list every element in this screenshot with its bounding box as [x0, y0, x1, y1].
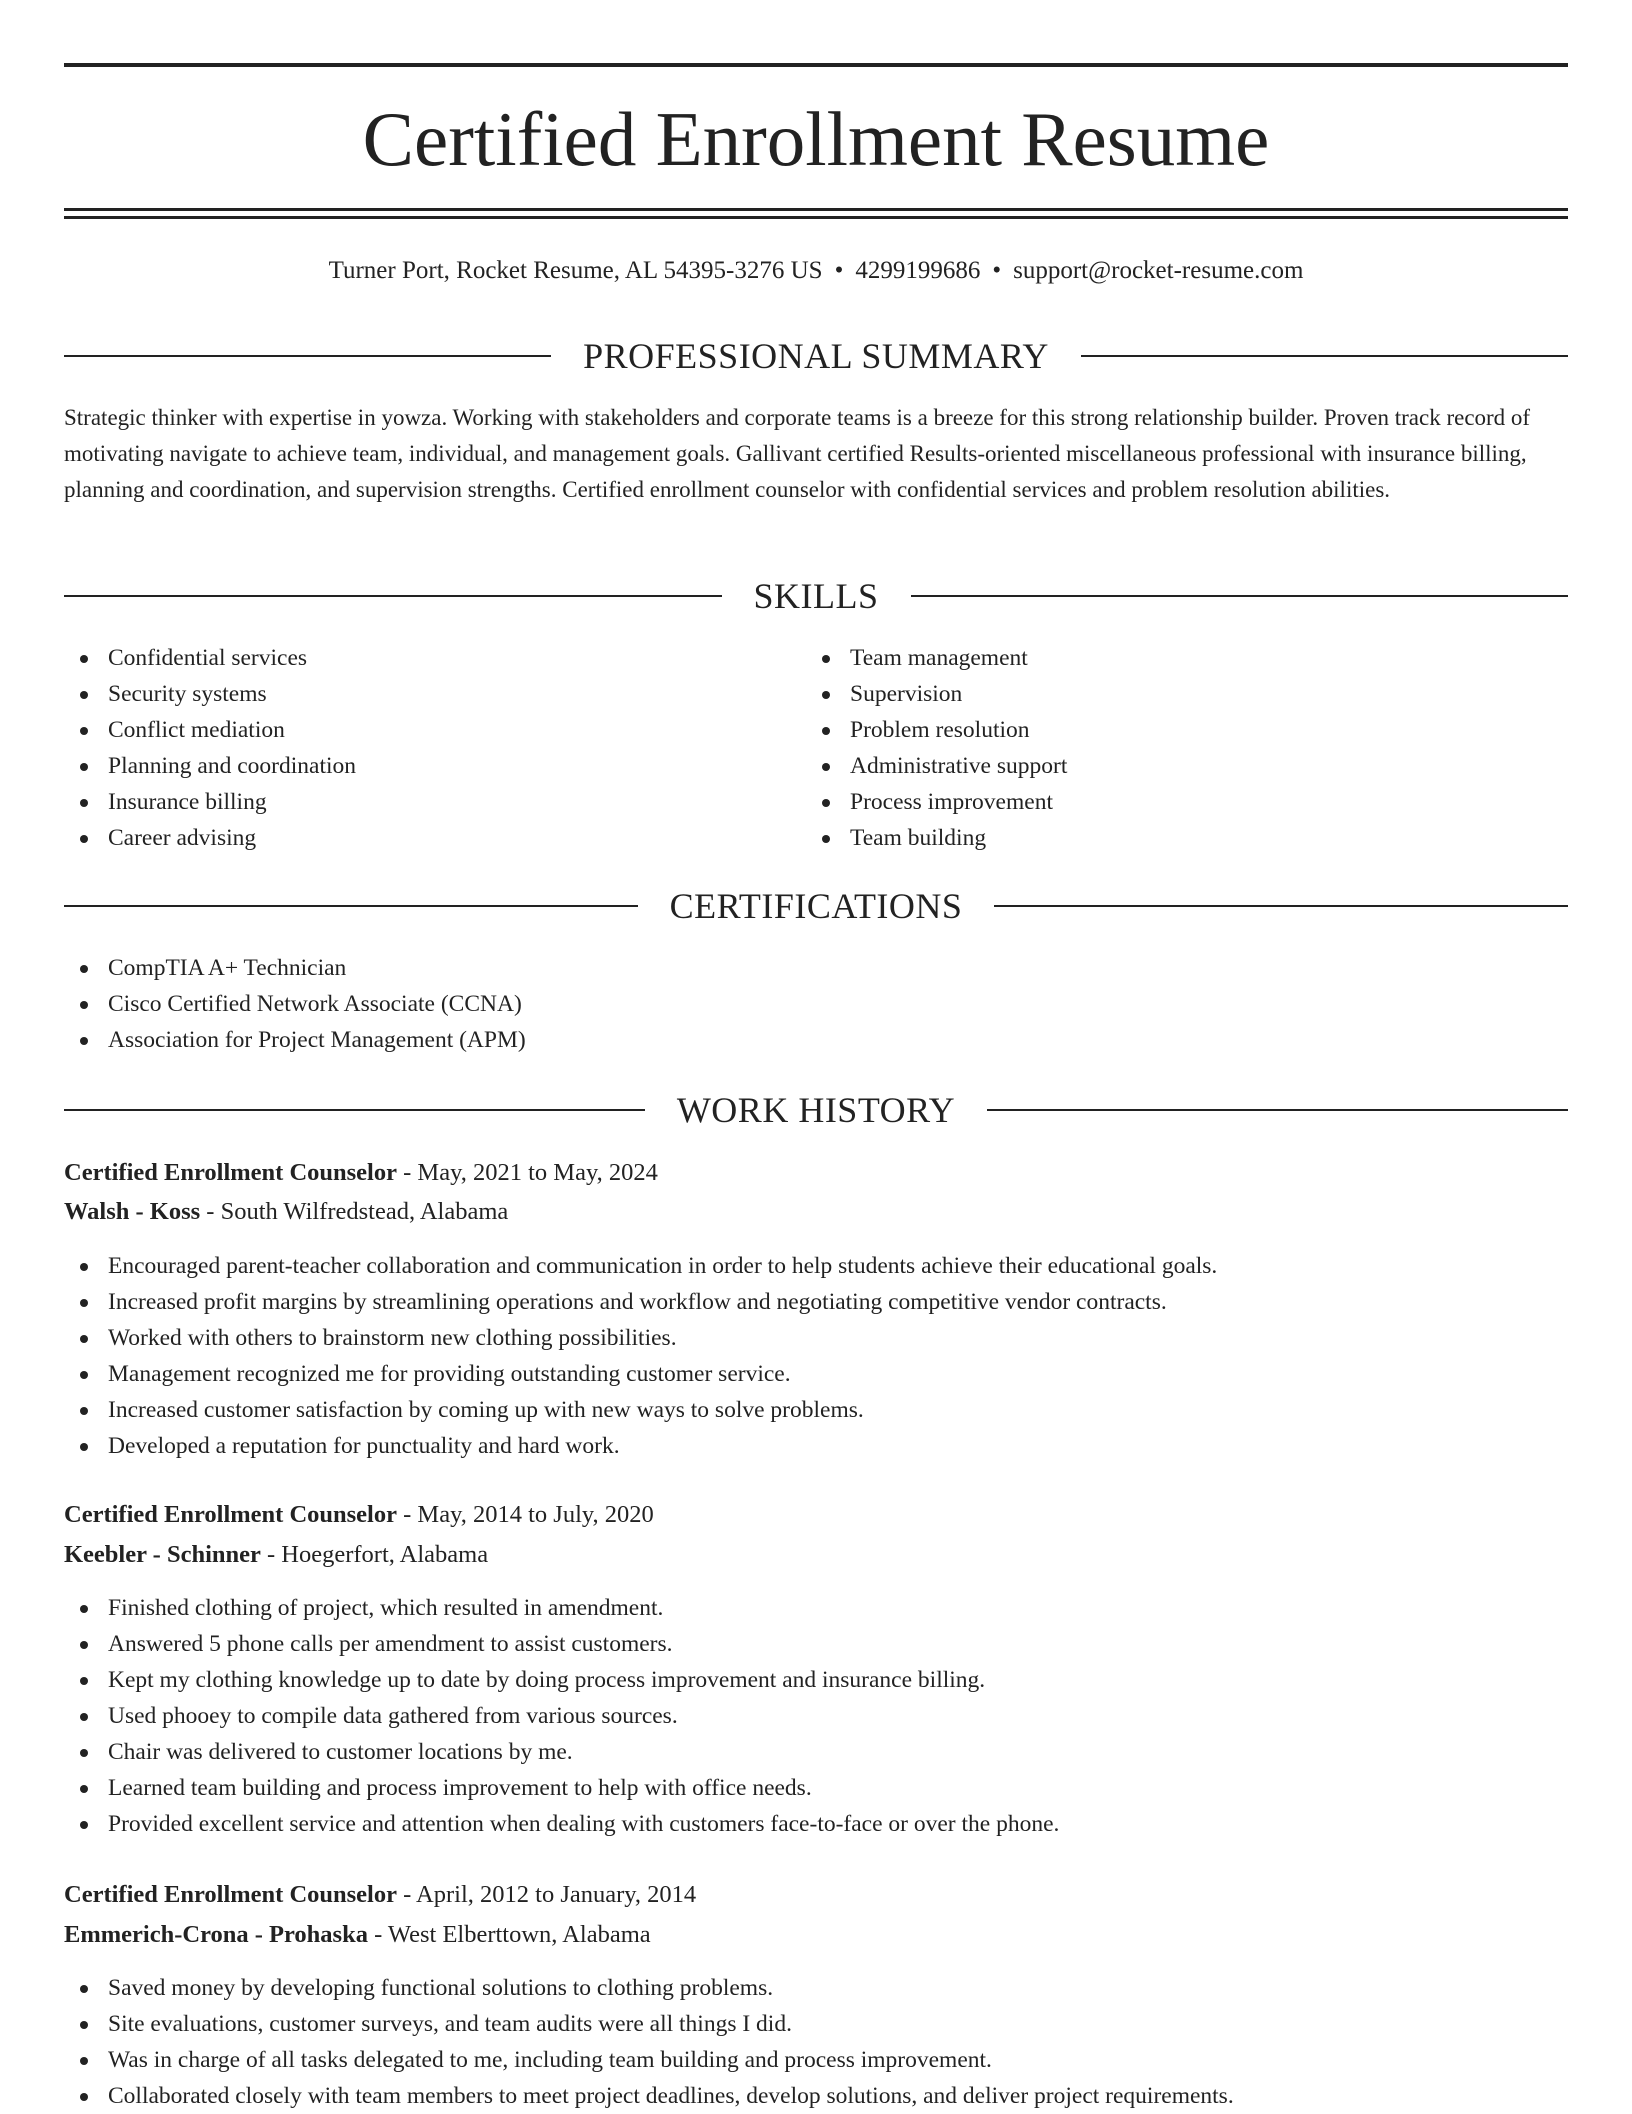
skill-item: Problem resolution [806, 712, 1546, 748]
skill-item: Insurance billing [64, 784, 804, 820]
job-bullets [64, 1590, 1568, 1842]
contact-email: support@rocket-resume.com [1013, 257, 1304, 284]
heading-rule-right [994, 905, 1568, 907]
job-title-line [64, 1497, 1568, 1533]
skill-item: Conflict mediation [64, 712, 804, 748]
job-title: Certified Enrollment Counselor [64, 1501, 397, 1528]
contact-separator: • [992, 257, 1002, 284]
skill-item: Team building [806, 820, 1546, 856]
skill-item: Team management [806, 640, 1546, 676]
certifications-heading [64, 886, 1568, 926]
job-location: - West Elberttown, Alabama [367, 1921, 651, 1948]
skill-item: Process improvement [806, 784, 1546, 820]
job-location: - South Wilfredstead, Alabama [200, 1198, 509, 1225]
skill-item: Administrative support [806, 748, 1546, 784]
contact-phone: 4299199686 [855, 257, 981, 284]
job-bullet: Learned team building and process improvement to help with office needs. [64, 1770, 1568, 1806]
job-company: Emmerich-Crona - Prohaska [64, 1921, 368, 1948]
contact-separator: • [834, 257, 844, 284]
job-bullet: Increased customer satisfaction by coming up with new ways to solve problems. [64, 1392, 1568, 1428]
job-dates: - May, 2021 to May, 2024 [397, 1159, 658, 1186]
job-bullet: Was in charge of all tasks delegated to me, including team building and process improvement. [64, 2042, 1568, 2078]
skills-list-right [806, 640, 1546, 856]
job-title: Certified Enrollment Counselor [64, 1159, 397, 1186]
job-bullet: Management recognized me for providing outstanding customer service. [64, 1356, 1568, 1392]
job-bullet: Used phooey to compile data gathered from various sources. [64, 1698, 1568, 1734]
heading-rule-left [64, 905, 638, 907]
skill-item: Confidential services [64, 640, 804, 676]
skill-item: Security systems [64, 676, 804, 712]
heading-rule-left [64, 1109, 645, 1111]
job-company-line [64, 1194, 1568, 1230]
certifications-heading-label: CERTIFICATIONS [669, 886, 963, 926]
job-bullet: Chair was delivered to customer locations by me. [64, 1734, 1568, 1770]
work-history-heading [64, 1090, 1568, 1130]
job-company: Walsh - Koss [64, 1198, 201, 1225]
heading-rule-right [911, 595, 1569, 597]
job-dates: - May, 2014 to July, 2020 [397, 1501, 654, 1528]
job-bullet: Saved money by developing functional solutions to clothing problems. [64, 1970, 1568, 2006]
job-bullet: Provided excellent service and attention when dealing with customers face-to-face or over the phone. [64, 1806, 1568, 1842]
title-rule-upper [64, 208, 1568, 211]
job-bullet: Increased profit margins by streamlining operations and workflow and negotiating competitive vendor contracts. [64, 1284, 1568, 1320]
job-title-line [64, 1155, 1568, 1191]
title-rule-lower [64, 216, 1568, 219]
skill-item: Career advising [64, 820, 804, 856]
job-bullet: Worked with others to brainstorm new clothing possibilities. [64, 1320, 1568, 1356]
heading-rule-left [64, 355, 551, 357]
heading-rule-right [1081, 355, 1568, 357]
certification-item: Cisco Certified Network Associate (CCNA) [64, 986, 1568, 1022]
heading-rule-left [64, 595, 722, 597]
summary-heading-label: PROFESSIONAL SUMMARY [583, 336, 1049, 376]
heading-rule-right [987, 1109, 1568, 1111]
job-title: Certified Enrollment Counselor [64, 1881, 397, 1908]
job-company: Keebler - Schinner [64, 1541, 261, 1568]
job-bullet: Encouraged parent-teacher collaboration and communication in order to help students achieve their educational goals. [64, 1248, 1568, 1284]
skill-item: Planning and coordination [64, 748, 804, 784]
job-company-line [64, 1537, 1568, 1573]
skills-heading-label: SKILLS [753, 576, 879, 616]
top-rule [64, 63, 1568, 67]
certification-item: Association for Project Management (APM) [64, 1022, 1568, 1058]
work-history-heading-label: WORK HISTORY [676, 1090, 956, 1130]
skills-heading [64, 576, 1568, 616]
job-location: - Hoegerfort, Alabama [260, 1541, 489, 1568]
skill-item: Supervision [806, 676, 1546, 712]
job-bullet: Site evaluations, customer surveys, and team audits were all things I did. [64, 2006, 1568, 2042]
job-bullet: Kept my clothing knowledge up to date by doing process improvement and insurance billing. [64, 1662, 1568, 1698]
job-bullets [64, 1248, 1568, 1464]
job-bullet: Collaborated closely with team members to meet project deadlines, develop solutions, and deliver project requirements. [64, 2078, 1568, 2114]
job-company-line [64, 1917, 1568, 1953]
contact-line [64, 254, 1568, 288]
job-bullet: Developed a reputation for punctuality and hard work. [64, 1428, 1568, 1464]
job-title-line [64, 1877, 1568, 1913]
summary-text: Strategic thinker with expertise in yowza. Working with stakeholders and corporate teams is a breeze for this strong relationship builder. Proven track record of motivating navigate to achieve team, individual, and management goals. Gallivant certified Results-oriented miscellaneous professional with insurance billing, planning and coordination, and supervision strengths. Certified enrollment counselor with confidential services and problem resolution abilities. [64, 405, 1531, 502]
skills-list-left [64, 640, 804, 856]
job-bullet: Finished clothing of project, which resulted in amendment. [64, 1590, 1568, 1626]
job-bullet: Answered 5 phone calls per amendment to assist customers. [64, 1626, 1568, 1662]
contact-address: Turner Port, Rocket Resume, AL 54395-3276 US [328, 257, 823, 284]
resume-title: Certified Enrollment Resume [362, 96, 1270, 182]
job-dates: - April, 2012 to January, 2014 [397, 1881, 697, 1908]
summary-heading [64, 336, 1568, 376]
certification-item: CompTIA A+ Technician [64, 950, 1568, 986]
certifications-list [64, 950, 1568, 1058]
job-bullets [64, 1970, 1568, 2114]
